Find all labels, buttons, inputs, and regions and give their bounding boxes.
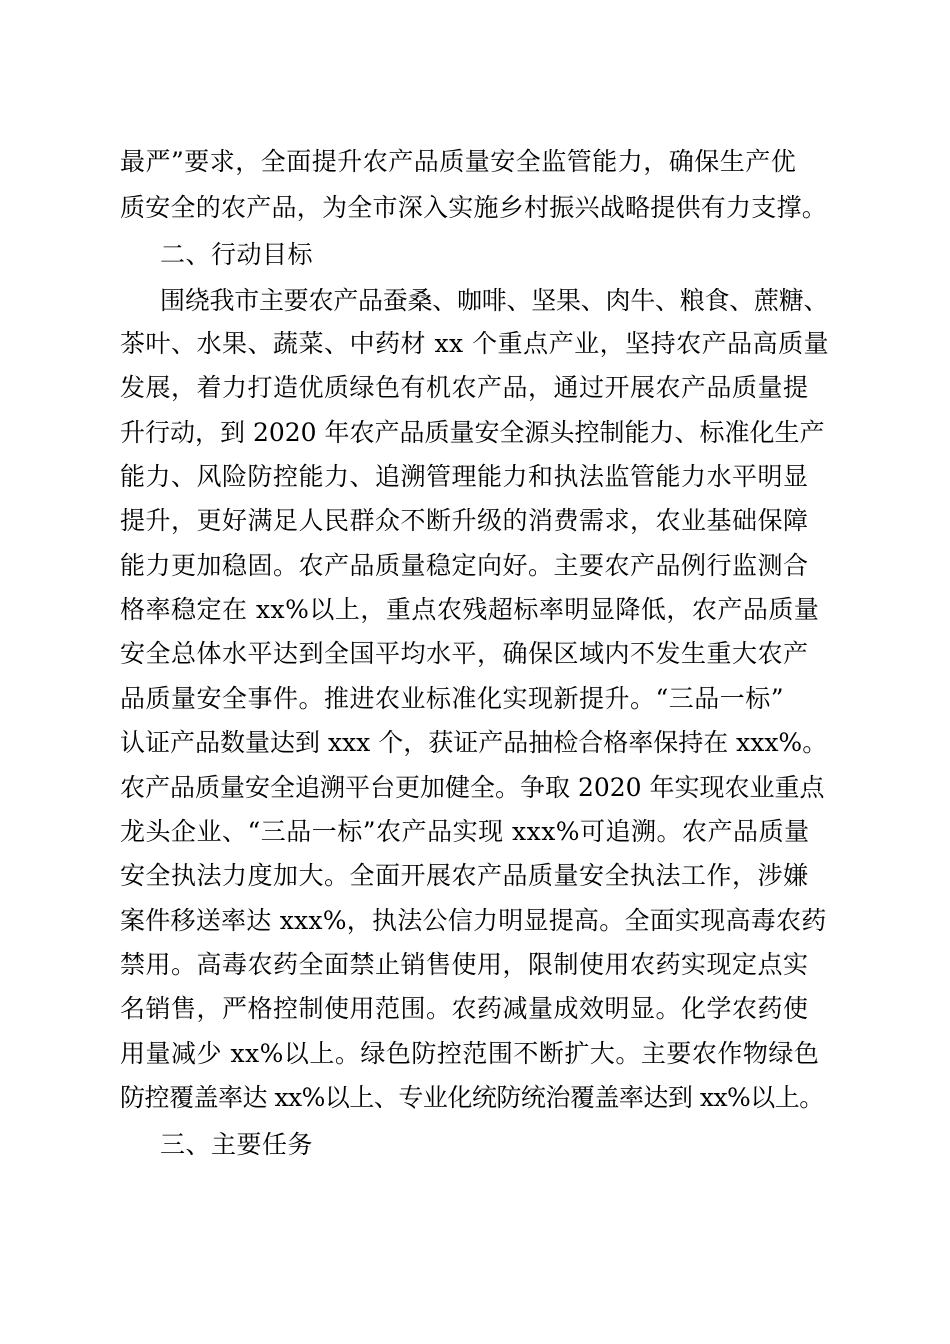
paragraph-line: 发展，着力打造优质绿色有机农产品，通过开展农产品质量提 (120, 373, 809, 402)
paragraph-line: 品质量安全事件。推进农业标准化实现新提升。“三品一标” (120, 684, 785, 713)
paragraph-line: 名销售，严格控制使用范围。农药减量成效明显。化学农药使 (120, 994, 809, 1023)
paragraph-line: 农产品质量安全追溯平台更加健全。争取 2020 年实现农业重点 (120, 773, 825, 802)
paragraph-line: 安全总体水平达到全国平均水平，确保区域内不发生重大农产 (120, 639, 809, 668)
section-heading-goals: 二、行动目标 (160, 240, 314, 269)
section-heading-tasks: 三、主要任务 (160, 1130, 314, 1159)
paragraph-line: 提升，更好满足人民群众不断升级的消费需求，农业基础保障 (120, 506, 809, 535)
paragraph-line: 禁用。高毒农药全面禁止销售使用，限制使用农药实现定点实 (120, 950, 809, 979)
paragraph-line: 质安全的农产品，为全市深入实施乡村振兴战略提供有力支撑。 (120, 193, 828, 222)
paragraph-line: 茶叶、水果、蔬菜、中药材 xx 个重点产业，坚持农产品高质量 (120, 329, 830, 358)
paragraph-line: 安全执法力度加大。全面开展农产品质量安全执法工作，涉嫌 (120, 861, 809, 890)
paragraph-line: 案件移送率达 xxx%，执法公信力明显提高。全面实现高毒农药 (120, 906, 827, 935)
paragraph-line: 格率稳定在 xx%以上，重点农残超标率明显降低，农产品质量 (120, 595, 820, 624)
paragraph-line: 能力更加稳固。农产品质量稳定向好。主要农产品例行监测合 (120, 551, 809, 580)
paragraph-line: 围绕我市主要农产品蚕桑、咖啡、坚果、肉牛、粮食、蔗糖、 (160, 286, 829, 315)
paragraph-line: 认证产品数量达到 xxx 个，获证产品抽检合格率保持在 xxx%。 (120, 728, 828, 757)
paragraph-line: 用量减少 xx%以上。绿色防控范围不断扩大。主要农作物绿色 (120, 1039, 820, 1068)
paragraph-line: 防控覆盖率达 xx%以上、专业化统防统治覆盖率达到 xx%以上。 (120, 1083, 824, 1112)
paragraph-line: 能力、风险防控能力、追溯管理能力和执法监管能力水平明显 (120, 462, 809, 491)
paragraph-line: 龙头企业、“三品一标”农产品实现 xxx%可追溯。农产品质量 (120, 817, 810, 846)
paragraph-line: 升行动，到 2020 年农产品质量安全源头控制能力、标准化生产 (120, 418, 825, 447)
paragraph-line: 最严”要求，全面提升农产品质量安全监管能力，确保生产优 (120, 147, 797, 176)
